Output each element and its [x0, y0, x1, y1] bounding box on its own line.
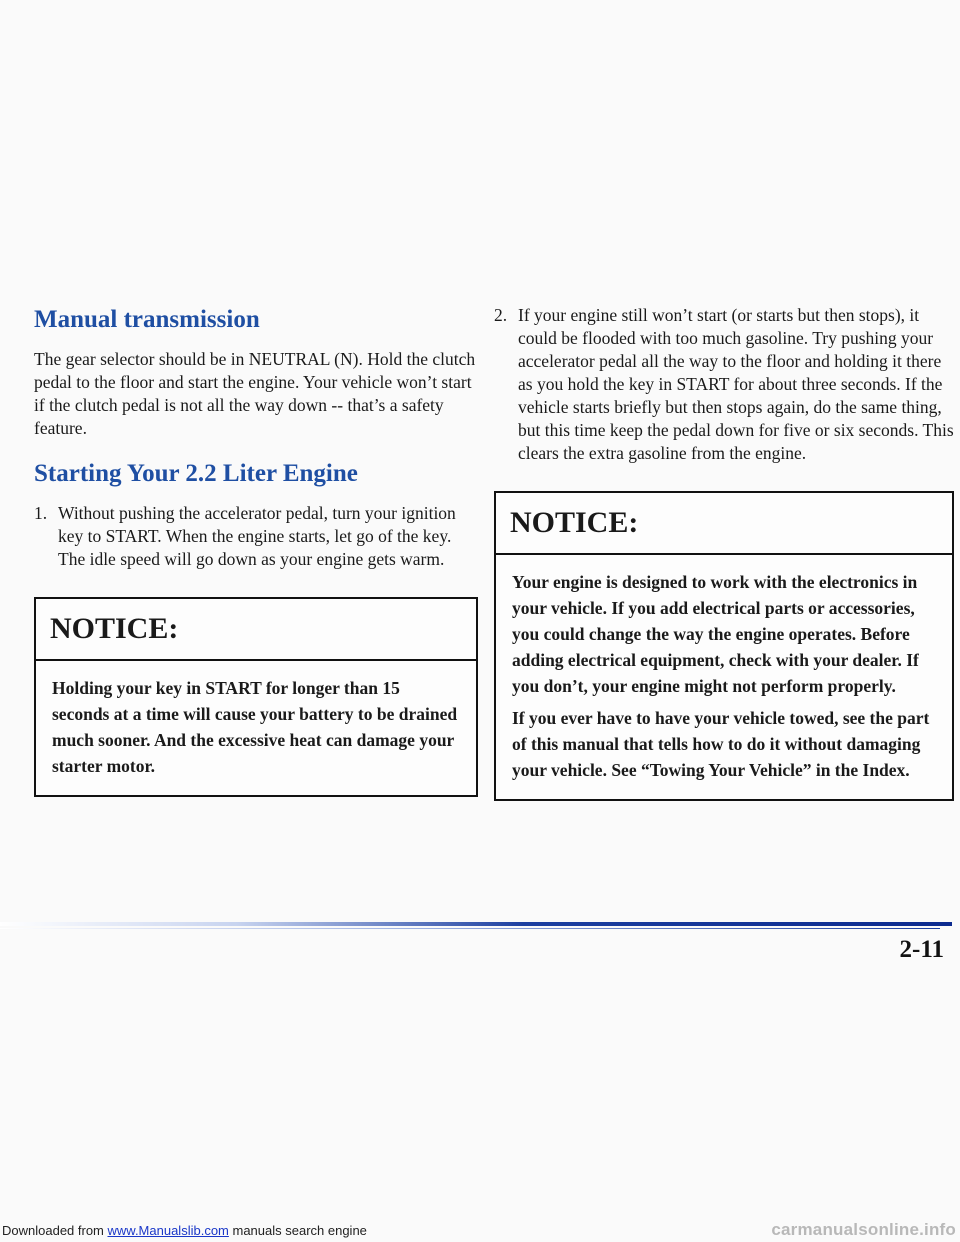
step-text: Without pushing the accelerator pedal, turn your ignition key to START. When the engine starts, let go of the key. The idle speed will go down as your engine gets warm.	[58, 503, 456, 569]
notice-box-left	[34, 597, 478, 797]
left-column	[34, 304, 478, 797]
download-footer	[2, 1223, 367, 1238]
footer-prefix: Downloaded from	[2, 1223, 108, 1238]
footer-rule-thin	[0, 928, 940, 929]
notice-title: NOTICE:	[36, 599, 476, 661]
notice-title: NOTICE:	[496, 493, 952, 555]
heading-starting-engine: Starting Your 2.2 Liter Engine	[34, 460, 358, 487]
notice-body	[36, 661, 476, 795]
heading-manual-transmission: Manual transmission	[34, 306, 260, 333]
notice-body	[496, 555, 952, 799]
paragraph-manual-transmission: The gear selector should be in NEUTRAL (N). Hold the clutch pedal to the floor and start the engine. Your vehicle won’t start if the clutch pedal is not all the way down -- that’s a safety feature.	[34, 349, 476, 438]
footer-suffix: manuals search engine	[228, 1223, 367, 1238]
notice-text-1: Your engine is designed to work with the electronics in your vehicle. If you add electrical parts or accessories, you could change the way the engine operates. Before adding electrical equipment, check with your dealer. If you don’t, your engine might not perform properly.	[512, 572, 919, 696]
list-item-step-2	[494, 304, 954, 465]
manualslib-link[interactable]: www.Manualslib.com	[107, 1223, 229, 1238]
notice-text-2: If you ever have to have your vehicle towed, see the part of this manual that tells how to do it without damaging your vehicle. See “Towing Your Vehicle” in the Index.	[512, 708, 930, 780]
watermark: carmanualsonline.info	[771, 1220, 956, 1239]
footer-rule	[0, 922, 952, 926]
notice-text: Holding your key in START for longer than 15 seconds at a time will cause your battery to be drained much sooner. And the excessive heat can damage your starter motor.	[52, 678, 458, 776]
step-number: 1.	[34, 503, 48, 523]
notice-box-right	[494, 491, 954, 801]
page-number: 2-11	[899, 936, 944, 963]
step-number: 2.	[494, 305, 508, 325]
list-item-step-1	[34, 502, 478, 571]
right-column	[494, 304, 954, 801]
step-text: If your engine still won’t start (or starts but then stops), it could be flooded with too much gasoline. Try pushing your accelerator pedal all the way to the floor and holding it there as you hold the key in START for about three seconds. If the vehicle starts briefly but then stops again, do the same thing, but this time keep the pedal down for five or six seconds. This clears the extra gasoline from the engine.	[518, 305, 954, 463]
